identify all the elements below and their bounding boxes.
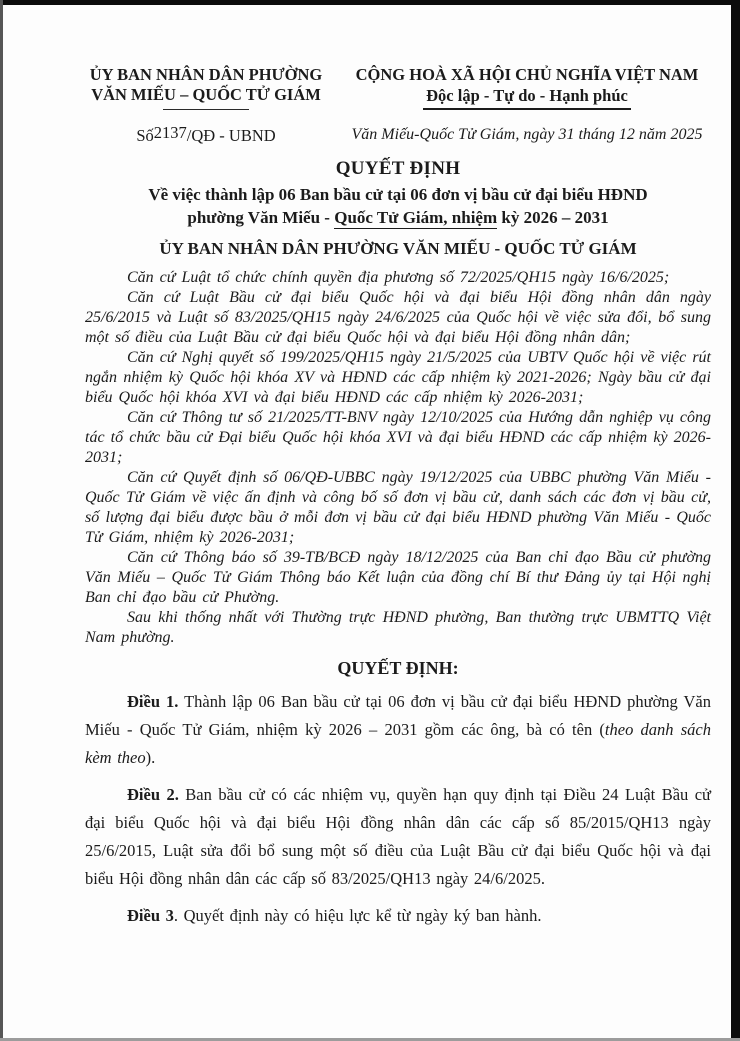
decision-heading: QUYẾT ĐỊNH: xyxy=(337,658,459,678)
national-motto-line2: Độc lập - Tự do - Hạnh phúc xyxy=(423,86,631,110)
articles-section xyxy=(85,688,711,930)
preamble-paragraph-1: Căn cứ Luật tổ chức chính quyền địa phương số 72/2025/QH15 ngày 16/6/2025; xyxy=(127,269,670,286)
document-header xyxy=(85,65,711,146)
document-type-title: QUYẾT ĐỊNH xyxy=(335,158,461,179)
article-3-label: Điều 3 xyxy=(127,906,174,925)
issuing-authority-block xyxy=(85,65,327,146)
subject-line2 xyxy=(85,206,711,229)
article-1-text: Thành lập 06 Ban bầu cử tại 06 đơn vị bầu cử đại biểu HĐND phường Văn Miếu - Quốc Tử Giám, nhiệm kỳ 2026 – 2031 gồm các ông, bà có tên ( xyxy=(85,692,711,739)
document-subject xyxy=(85,183,711,229)
national-header-block xyxy=(343,65,711,144)
preamble-paragraph-4: Căn cứ Thông tư số 21/2025/TT-BNV ngày 12/10/2025 của Hướng dẫn nghiệp vụ công tác tổ chức bầu cử Đại biểu Quốc hội khóa XVI và đại biểu HĐND các cấp nhiệm kỳ 2026-2031; xyxy=(85,409,711,466)
article-1-label: Điều 1. xyxy=(127,692,179,711)
article-3-text: . Quyết định này có hiệu lực kể từ ngày ký ban hành. xyxy=(173,906,542,925)
subject-line1: Về việc thành lập 06 Ban bầu cử tại 06 đơn vị bầu cử đại biểu HĐND xyxy=(148,185,648,204)
preamble-paragraph-7: Sau khi thống nhất với Thường trực HĐND phường, Ban thường trực UBMTTQ Việt Nam phường. xyxy=(85,609,711,646)
article-2-text: Ban bầu cử có các nhiệm vụ, quyền hạn quy định tại Điều 24 Luật Bầu cử đại biểu Quốc hội và đại biểu Hội đồng nhân dân các cấp số 85/2015/QH13 ngày 25/6/2015, Luật sửa đổi bổ sung một số điều của Luật Bầu cử đại biểu Quốc hội và đại biểu Hội đồng nhân dân các cấp số 83/2025/QH13 ngày 24/6/2025. xyxy=(85,785,711,888)
preamble-paragraph-2: Căn cứ Luật Bầu cử đại biểu Quốc hội và đại biểu Hội đồng nhân dân ngày 25/6/2015 và Luật số 83/2025/QH15 ngày 24/6/2025 của Quốc hội về việc sửa đổi, bổ sung một số điều của Luật Bầu cử đại biểu Quốc hội và đại biểu Hội đồng nhân dân; xyxy=(85,289,711,346)
national-motto-wrap xyxy=(343,86,711,110)
national-motto-line1: CỘNG HOÀ XÃ HỘI CHỦ NGHĨA VIỆT NAM xyxy=(355,65,699,84)
preamble-paragraph-5: Căn cứ Quyết định số 06/QĐ-UBBC ngày 19/12/2025 của UBBC phường Văn Miếu - Quốc Tử Giám về việc ấn định và công bố số đơn vị bầu cử, danh sách các đơn vị bầu cử, số lượng đại biểu được bầu ở mỗi đơn vị bầu cử đại biểu HĐND phường Văn Miếu - Quốc Tử Giám, nhiệm kỳ 2026-2031; xyxy=(85,469,711,546)
article-1-italic-note: theo danh sách kèm theo xyxy=(85,720,711,767)
issuing-org-line2: VĂN MIẾU – QUỐC TỬ GIÁM xyxy=(91,85,321,104)
document-content xyxy=(85,65,711,930)
preamble-section xyxy=(85,268,711,648)
article-2-label: Điều 2. xyxy=(127,785,179,804)
place-date-line: Văn Miếu-Quốc Tử Giám, ngày 31 tháng 12 năm 2025 xyxy=(351,126,703,143)
subject-line2-post: kỳ 2026 – 2031 xyxy=(497,208,609,227)
article-3 xyxy=(85,902,711,930)
scan-border-right xyxy=(731,0,740,1041)
article-1-text-end: ). xyxy=(145,748,156,767)
subject-line2-pre: phường Văn Miếu - xyxy=(187,208,335,227)
article-2 xyxy=(85,781,711,893)
org-underline xyxy=(163,109,249,110)
document-number-suffix: /QĐ - UBND xyxy=(186,126,276,145)
issuing-org-line1: ỦY BAN NHÂN DÂN PHƯỜNG xyxy=(89,65,323,84)
preamble-paragraph-3: Căn cứ Nghị quyết số 199/2025/QH15 ngày 21/5/2025 của UBTV Quốc hội về việc rút ngắn nhiệm kỳ Quốc hội khóa XV và HĐND các cấp nhiệm kỳ 2021-2026; Ngày bầu cử đại biểu Quốc hội khóa XVI và đại biểu HĐND các cấp nhiệm kỳ 2026-2031; xyxy=(85,349,711,406)
preamble-paragraph-6: Căn cứ Thông báo số 39-TB/BCĐ ngày 18/12/2025 của Ban chỉ đạo Bầu cử phường Văn Miếu – Quốc Tử Giám Thông báo Kết luận của đồng chí Bí thư Đảng ủy tại Hội nghị Ban chỉ đạo bầu cử Phường. xyxy=(85,549,711,606)
deciding-authority-line: ỦY BAN NHÂN DÂN PHƯỜNG VĂN MIẾU - QUỐC TỬ GIÁM xyxy=(159,239,637,258)
document-number-prefix: Số xyxy=(136,126,154,145)
document-page xyxy=(3,5,731,1038)
document-number-value: 2137 xyxy=(153,123,187,142)
article-1 xyxy=(85,688,711,772)
document-number xyxy=(85,123,327,146)
subject-line2-underlined: Quốc Tử Giám, nhiệm xyxy=(334,208,498,227)
